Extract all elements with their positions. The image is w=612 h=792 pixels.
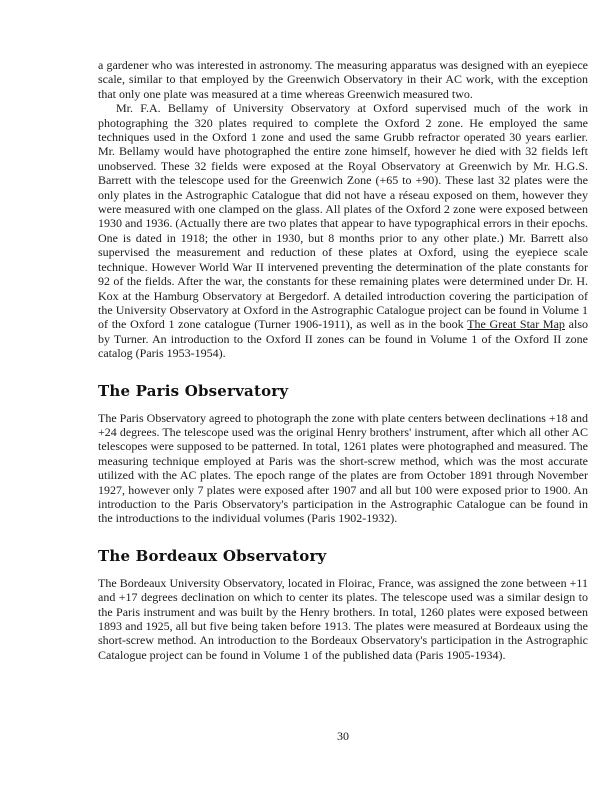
paragraph-text: Mr. F.A. Bellamy of University Observatory at Oxford supervised much of the work in photographing the 320 plates required to complete the Oxford 2 zone. He employed the same techniques used in the Oxford 1 zone and used the same Grubb refractor operated 30 years earlier. Mr. Bellamy would have photographed the entire zone himself, however he died with 32 fields left unobserved. These 32 fields were exposed at the Royal Observatory at Greenwich by Mr. H.G.S. Barrett with the telescope used for the Greenwich Zone (+65 to +90). These last 32 plates were the only plates in the Astrographic Catalogue that did not have a réseau exposed on them, however they were measured with one clamped on the glass. All plates of the Oxford 2 zone were exposed between 1930 and 1936. (Actually there are two plates that appear to have typographical errors in their epochs. One is dated in 1918; the other in 1930, but 8 months prior to any other plate.) Mr. Barrett also supervised the measurement and reduction of these plates at Oxford, using the eyepiece scale technique. However World War II intervened preventing the determination of the plate constants for 92 of the fields. After the war, the constants for these remaining plates were determined under Dr. H. Kox at the Hamburg Observatory at Bergedorf. A detailed introduction covering the participation of the University Observatory at Oxford in the Astrographic Catalogue project can be found in Volume 1 of the Oxford 1 zone catalogue (Turner 1906-1911), as well as in the book — [98, 101, 588, 332]
page-body — [98, 58, 588, 662]
body-paragraph — [98, 576, 588, 662]
body-paragraph — [98, 411, 588, 526]
body-paragraph — [98, 101, 588, 360]
paragraph-text: The Bordeaux University Observatory, located in Floirac, France, was assigned the zone between +11 and +17 degrees declination on which to center its plates. The telescope used was a similar design to the Paris instrument and was built by the Henry brothers. In total, 1260 plates were exposed between 1893 and 1925, all but five being taken before 1913. The plates were measured at Bordeaux using the short-screw method. An introduction to the Bordeaux Observatory's participation in the Astrographic Catalogue project can be found in Volume 1 of the published data (Paris 1905-1934). — [98, 575, 588, 662]
section-heading: The Bordeaux Observatory — [98, 546, 327, 565]
page-number: 30 — [337, 729, 349, 743]
paragraph-text: a gardener who was interested in astronomy. The measuring apparatus was designed with an eyepiece scale, similar to that employed by the Greenwich Observatory in their AC work, with the exception that only one plate was measured at a time whereas Greenwich measured two. — [98, 58, 588, 101]
body-paragraph — [98, 58, 588, 101]
book-title-underlined: The Great Star Map — [467, 317, 565, 332]
section-heading: The Paris Observatory — [98, 381, 289, 400]
paragraph-text: also by Turner. An introduction to the Oxford II zones can be found in Volume 1 of the Oxford II zone catalog (Paris 1953-1954). — [98, 317, 588, 361]
paragraph-text: The Paris Observatory agreed to photograph the zone with plate centers between declinations +18 and +24 degrees. The telescope used was the original Henry brothers' instrument, after which all other AC telescopes were supposed to be patterned. In total, 1261 plates were photographed and measured. The measuring technique employed at Paris was the short-screw method, which was the most accurate utilized with the AC plates. The epoch range of the plates are from October 1891 through November 1927, however only 7 plates were exposed after 1907 and all but 100 were exposed prior to 1900. An introduction to the Paris Observatory's participation in the Astrographic Catalogue can be found in the introductions to the individual volumes (Paris 1902-1932). — [98, 410, 588, 526]
